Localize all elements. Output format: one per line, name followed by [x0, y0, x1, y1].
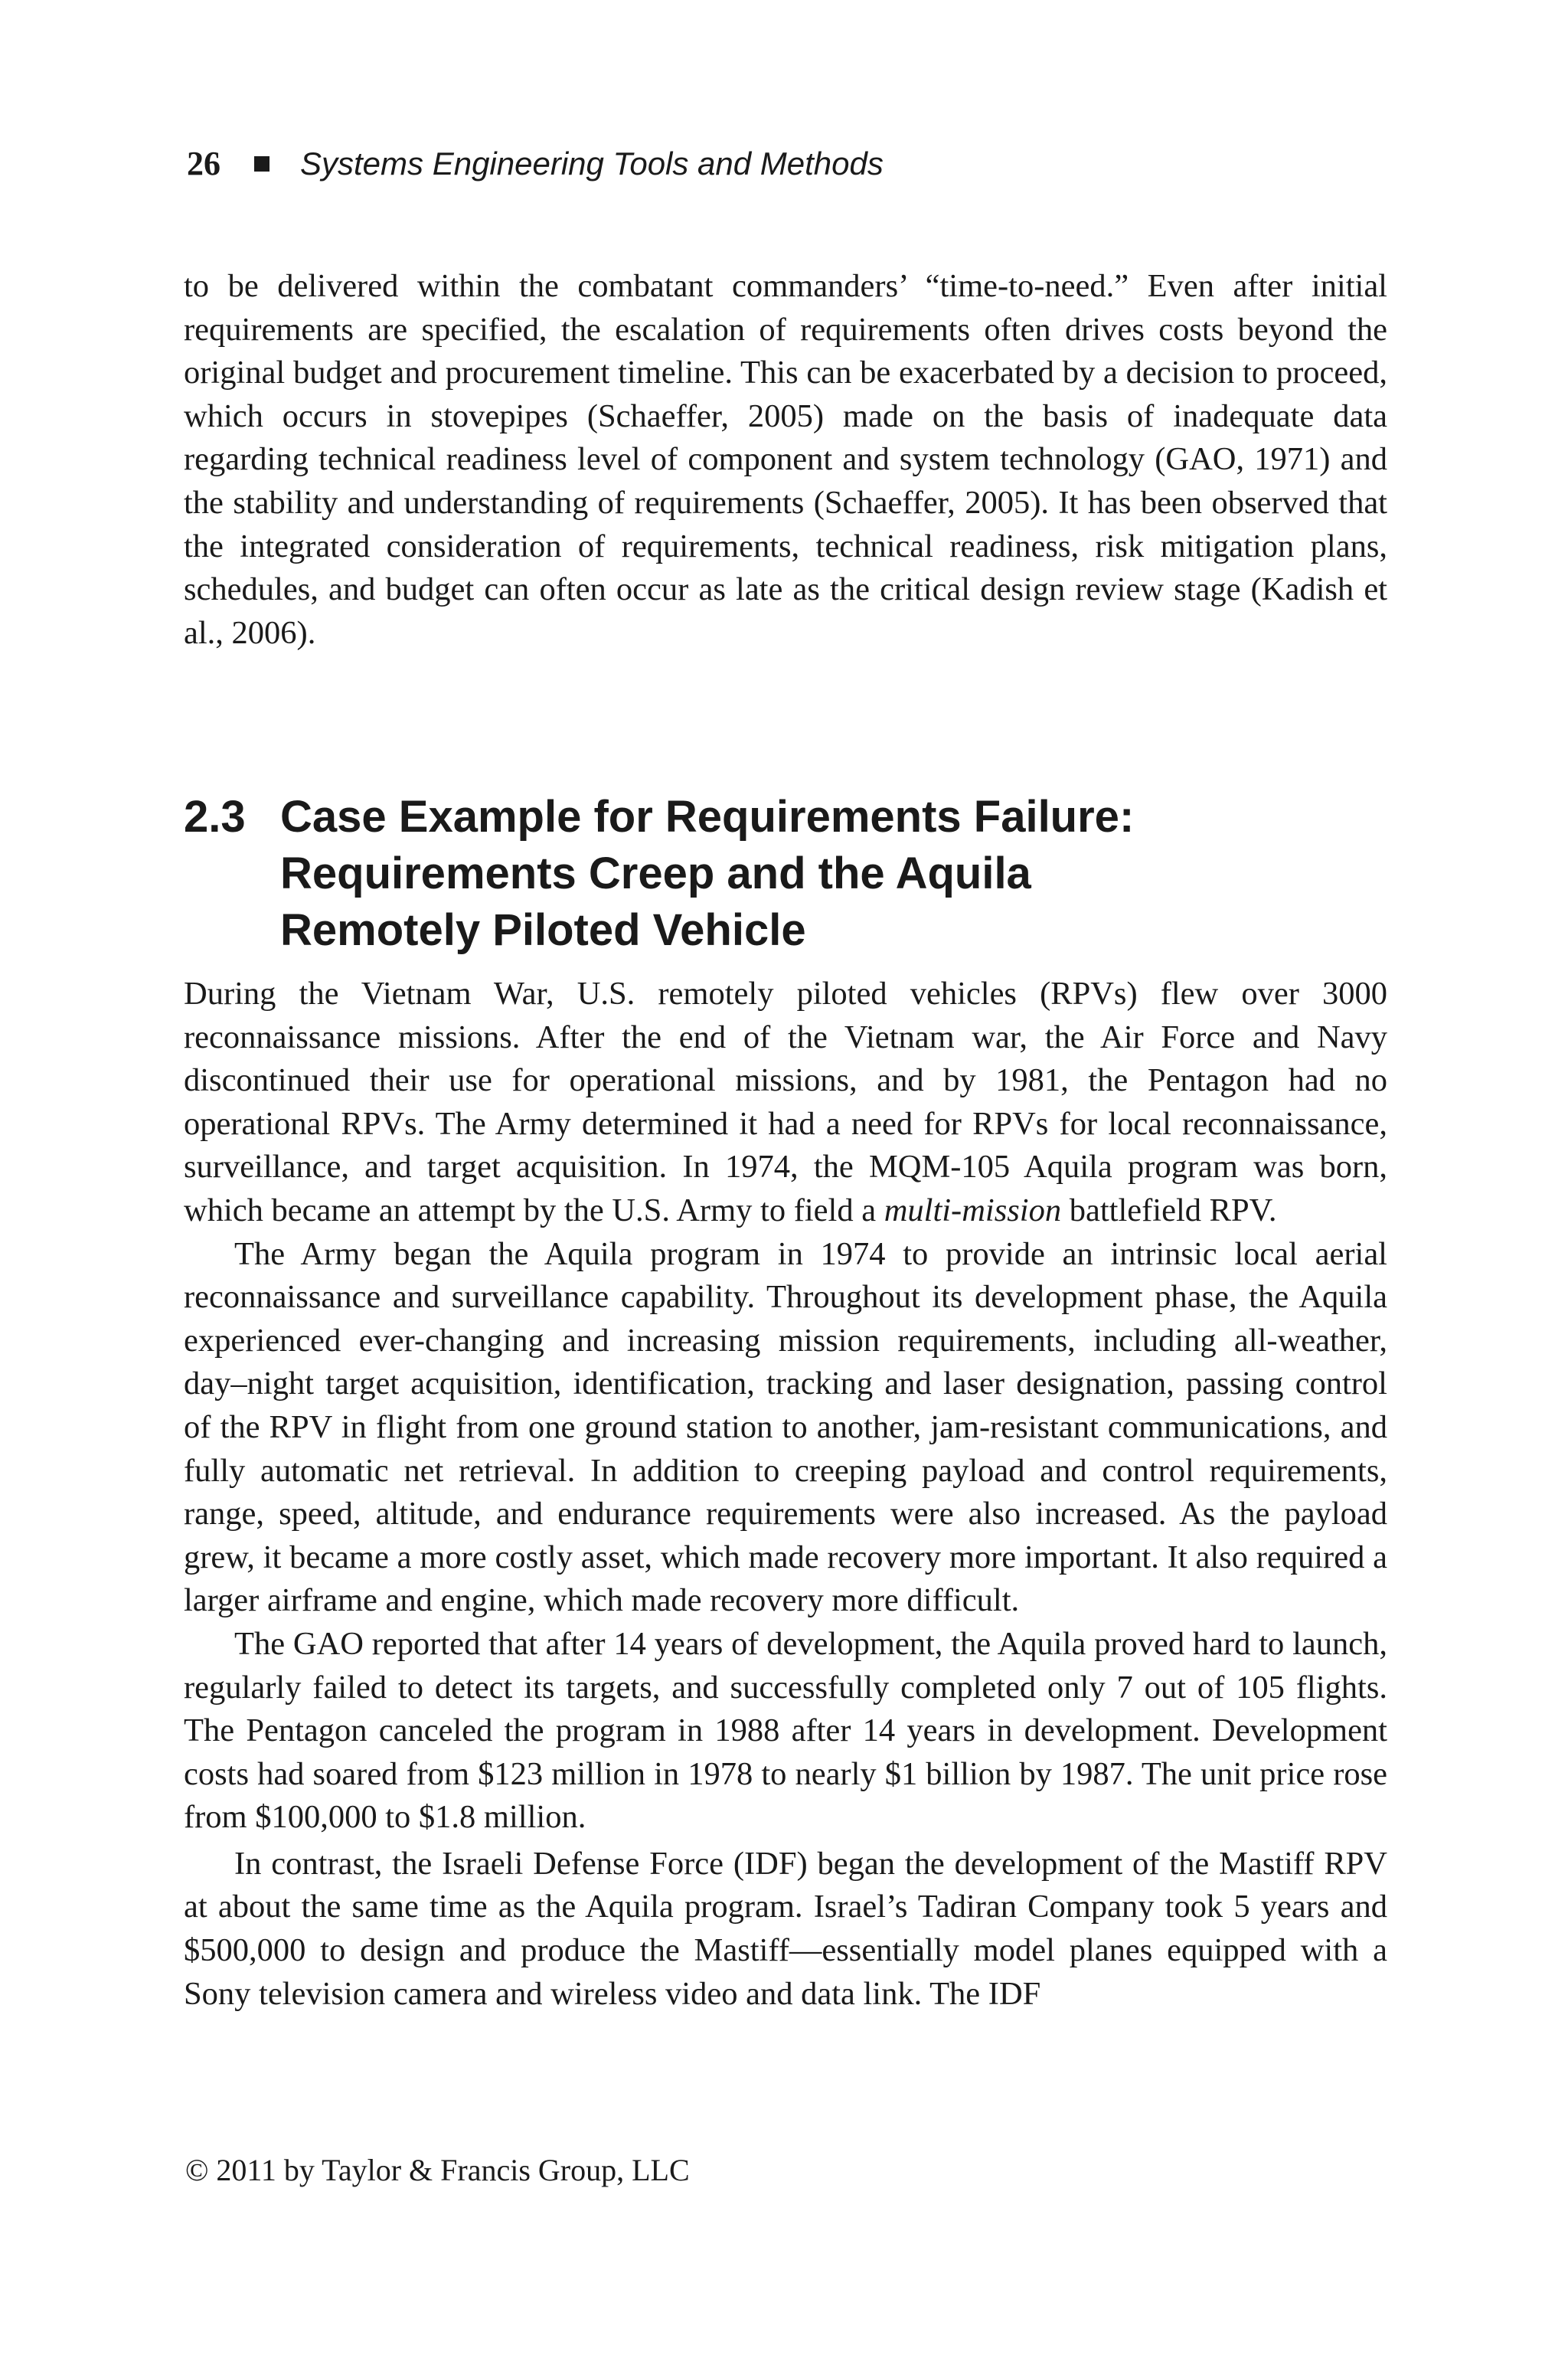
body-paragraph: In contrast, the Israeli Defense Force (IDF) began the development of the Mastiff RPV at about the same time as the Aquila program. Israel’s Tadiran Company took 5 years and $500,000 to design and produce the Mastiff—essentially model planes equipped with a Sony television camera and wireless video and data link. The IDF: [184, 1845, 1387, 2012]
body-paragraph: The GAO reported that after 14 years of development, the Aquila proved hard to launch, regularly failed to detect its targets, and successfully completed only 7 out of 105 flights. The Pentagon canceled the program in 1988 after 14 years in development. Development costs had soared from $123 million in 1978 to nearly $1 billion by 1987. The unit price rose from $100,000 to $1.8 million.: [184, 1625, 1387, 1836]
section-title: Case Example for Requirements Failure: Requirements Creep and the Aquila Remotely Piloted Vehicle: [280, 792, 1135, 955]
section-number: 2.3: [184, 792, 246, 842]
body-paragraph: The Army began the Aquila program in 1974 to provide an intrinsic local aerial reconnaissance and surveillance capability. Throughout its development phase, the Aquila experienced ever-changing and increasing mission requirements, including all-weather, day–night target acquisition, identification, tracking and laser designation, passing control of the RPV in flight from one ground station to another, jam-resistant communications, and fully automatic net retrieval. In addition to creeping payload and control requirements, range, speed, altitude, and endurance requirements were also increased. As the payload grew, it became a more costly asset, which made recovery more important. It also required a larger airframe and engine, which made recovery more difficult.: [184, 1235, 1387, 1619]
running-head: [187, 141, 1381, 187]
emphasis-text: multi-mission: [884, 1192, 1062, 1228]
continuation-paragraph: to be delivered within the combatant commanders’ “time-to-need.” Even after initial requirements are specified, the escalation of requirements often drives costs beyond the original budget and procurement timeline. This can be exacerbated by a decision to proceed, which occurs in stovepipes (Schaeffer, 2005) made on the basis of inadequate data regarding technical readiness level of component and system technology (GAO, 1971) and the stability and understanding of requirements (Schaeffer, 2005). It has been observed that the integrated consideration of requirements, technical readiness, risk mitigation plans, schedules, and budget can often occur as late as the critical design review stage (Kadish et al., 2006).: [184, 268, 1387, 651]
section-heading: [184, 789, 1387, 959]
page-number: 26: [187, 145, 220, 182]
book-title: Systems Engineering Tools and Methods: [300, 146, 884, 182]
paragraph-text: battlefield RPV.: [1061, 1192, 1277, 1228]
paragraph-text: During the Vietnam War, U.S. remotely piloted vehicles (RPVs) flew over 3000 reconnaissance missions. After the end of the Vietnam war, the Air Force and Navy discontinued their use for operational missions, and by 1981, the Pentagon had no operational RPVs. The Army determined it had a need for RPVs for local reconnaissance, surveillance, and target acquisition. In 1974, the MQM-105 Aquila program was born, which became an attempt by the U.S. Army to field a: [184, 976, 1387, 1228]
body-paragraph: [184, 973, 1387, 1233]
square-bullet-icon: [254, 156, 270, 172]
copyright-footer: © 2011 by Taylor & Francis Group, LLC: [185, 2153, 690, 2187]
section-body: [184, 973, 1387, 2016]
